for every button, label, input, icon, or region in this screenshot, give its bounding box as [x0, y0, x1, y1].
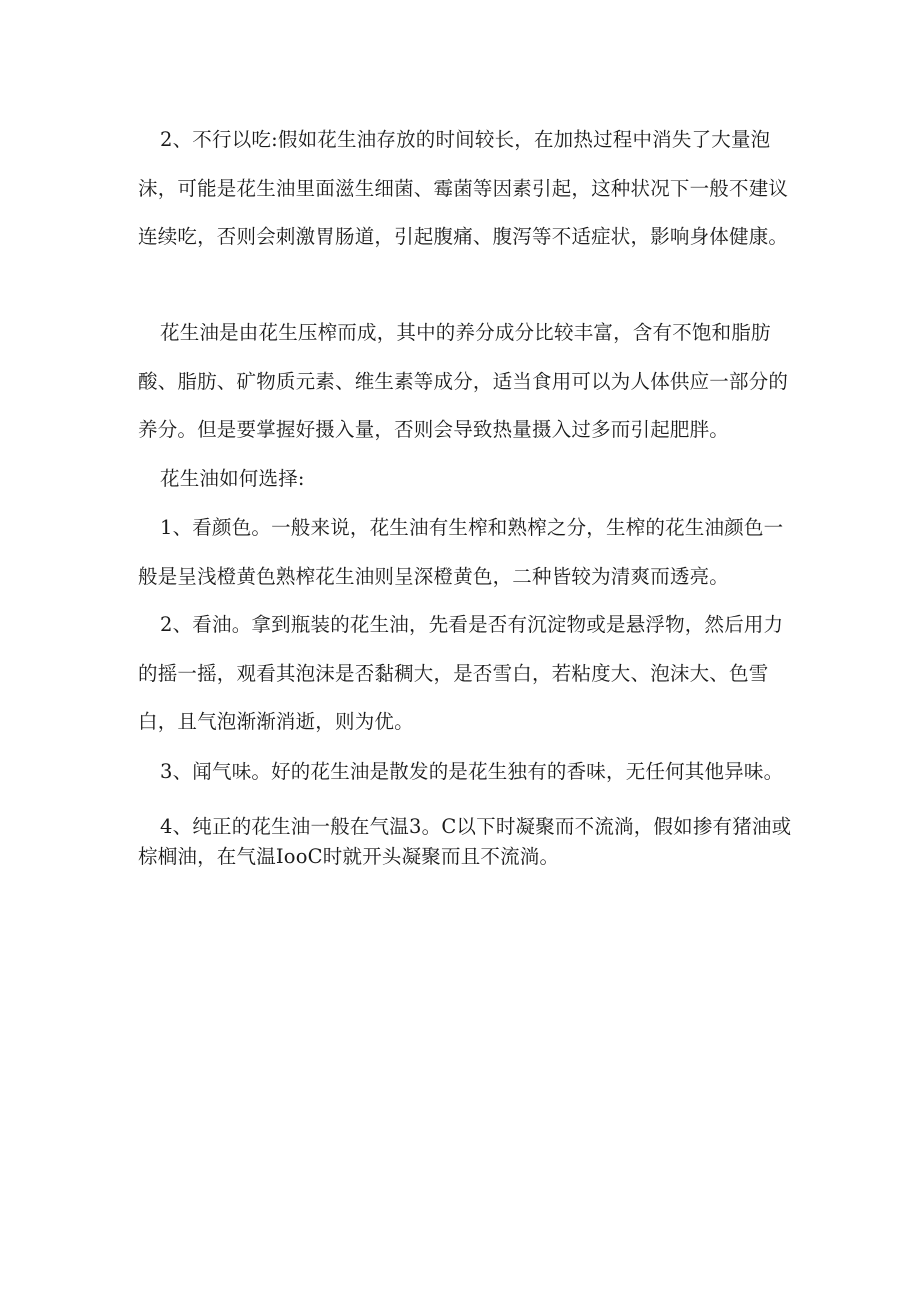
paragraph-storage-warning: 2、不行以吃:假如花生油存放的时间较长，在加热过程中消失了大量泡沫，可能是花生油里面滋生细菌、霉菌等因素引起，这种状况下一般不建议连续吃，否则会刺激胃肠道，引起腹痛、腹泻等不适症状，影响身体健康。: [138, 128, 789, 249]
paragraph-selection-heading: 花生油如何选择:: [160, 467, 305, 490]
paragraph-tip-temperature: 4、纯正的花生油一般在气温3。C以下时凝聚而不流淌，假如掺有猪油或棕榈油，在气温IooC时就开头凝聚而且不流淌。: [138, 815, 792, 868]
paragraph-tip-color: 1、看颜色。一般来说，花生油有生榨和熟榨之分，生榨的花生油颜色一般是呈浅橙黄色熟榨花生油则呈深橙黄色，二种皆较为清爽而透亮。: [138, 516, 784, 588]
paragraph-tip-smell: 3、闻气味。好的花生油是散发的是花生独有的香味，无任何其他异味。: [160, 760, 784, 783]
paragraph-nutrition: 花生油是由花生压榨而成，其中的养分成分比较丰富，含有不饱和脂肪酸、脂肪、矿物质元素、维生素等成分，适当食用可以为人体供应一部分的养分。但是要掌握好摄入量，否则会导致热量摄入过多而引起肥胖。: [138, 321, 789, 442]
paragraph-tip-oil: 2、看油。拿到瓶装的花生油，先看是否有沉淀物或是悬浮物，然后用力的摇一摇，观看其泡沫是否黏稠大，是否雪白，若粘度大、泡沫大、色雪白，且气泡渐渐消逝，则为优。: [138, 613, 784, 734]
